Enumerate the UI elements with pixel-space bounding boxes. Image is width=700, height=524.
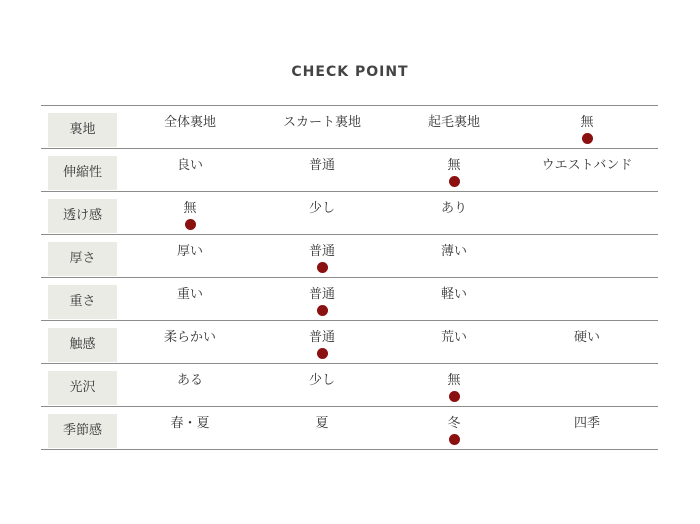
check-point-table xyxy=(41,105,658,450)
table-row xyxy=(41,192,658,235)
option-cell xyxy=(389,287,519,302)
option-label: 薄い xyxy=(440,244,467,259)
option-cell xyxy=(125,158,255,173)
option-label: スカート裏地 xyxy=(282,115,361,130)
option-label: 荒い xyxy=(440,330,467,345)
table-row xyxy=(41,149,658,192)
option-cell xyxy=(389,115,519,130)
option-label: 普通 xyxy=(308,330,335,345)
option-cell xyxy=(257,287,387,316)
table-row xyxy=(41,407,658,450)
option-label: 厚い xyxy=(176,244,203,259)
option-cell xyxy=(125,330,255,345)
option-label: 軽い xyxy=(440,287,467,302)
row-label: 季節感 xyxy=(48,414,117,448)
page-title: CHECK POINT xyxy=(291,64,409,80)
table-row xyxy=(41,106,658,149)
option-label: 柔らかい xyxy=(163,330,216,345)
selected-dot-icon xyxy=(582,133,593,144)
selected-dot-icon xyxy=(449,434,460,445)
option-cell xyxy=(389,373,519,402)
option-label: 夏 xyxy=(315,416,329,431)
table-row xyxy=(41,278,658,321)
row-label: 裏地 xyxy=(48,113,117,147)
option-label: 少し xyxy=(308,201,335,216)
option-label: 良い xyxy=(176,158,203,173)
option-label: 春・夏 xyxy=(170,416,210,431)
option-label: 無 xyxy=(580,115,594,130)
option-label: 少し xyxy=(308,373,335,388)
option-cell xyxy=(257,201,387,216)
selected-dot-icon xyxy=(317,305,328,316)
table-row xyxy=(41,364,658,407)
option-cell xyxy=(257,416,387,431)
option-label: 普通 xyxy=(308,158,335,173)
option-label: 冬 xyxy=(447,416,461,431)
option-label: 四季 xyxy=(573,416,600,431)
option-cell xyxy=(125,416,255,431)
selected-dot-icon xyxy=(185,219,196,230)
option-cell xyxy=(257,158,387,173)
option-label: 普通 xyxy=(308,244,335,259)
option-cell xyxy=(389,201,519,216)
option-cell xyxy=(522,158,652,173)
option-label: ある xyxy=(176,373,203,388)
option-label: 無 xyxy=(183,201,197,216)
option-label: ウエストバンド xyxy=(541,158,633,173)
option-label: 起毛裏地 xyxy=(427,115,480,130)
selected-dot-icon xyxy=(449,391,460,402)
table-row xyxy=(41,321,658,364)
selected-dot-icon xyxy=(317,262,328,273)
option-cell xyxy=(257,330,387,359)
option-label: 全体裏地 xyxy=(163,115,216,130)
option-cell xyxy=(389,158,519,187)
row-label: 光沢 xyxy=(48,371,117,405)
option-label: 無 xyxy=(447,158,461,173)
option-label: 無 xyxy=(447,373,461,388)
selected-dot-icon xyxy=(449,176,460,187)
option-cell xyxy=(522,416,652,431)
option-label: 重い xyxy=(176,287,203,302)
row-label: 触感 xyxy=(48,328,117,362)
option-cell xyxy=(125,244,255,259)
table-row xyxy=(41,235,658,278)
option-cell xyxy=(125,373,255,388)
option-cell xyxy=(389,244,519,259)
option-cell xyxy=(522,115,652,144)
option-label: 硬い xyxy=(573,330,600,345)
option-cell xyxy=(125,115,255,130)
row-label: 透け感 xyxy=(48,199,117,233)
option-cell xyxy=(389,416,519,445)
option-cell xyxy=(125,287,255,302)
option-cell xyxy=(257,244,387,273)
row-label: 重さ xyxy=(48,285,117,319)
option-cell xyxy=(522,330,652,345)
row-label: 伸縮性 xyxy=(48,156,117,190)
selected-dot-icon xyxy=(317,348,328,359)
option-cell xyxy=(125,201,255,230)
option-cell xyxy=(389,330,519,345)
row-label: 厚さ xyxy=(48,242,117,276)
option-cell xyxy=(257,373,387,388)
option-label: 普通 xyxy=(308,287,335,302)
option-cell xyxy=(257,115,387,130)
option-label: あり xyxy=(440,201,467,216)
